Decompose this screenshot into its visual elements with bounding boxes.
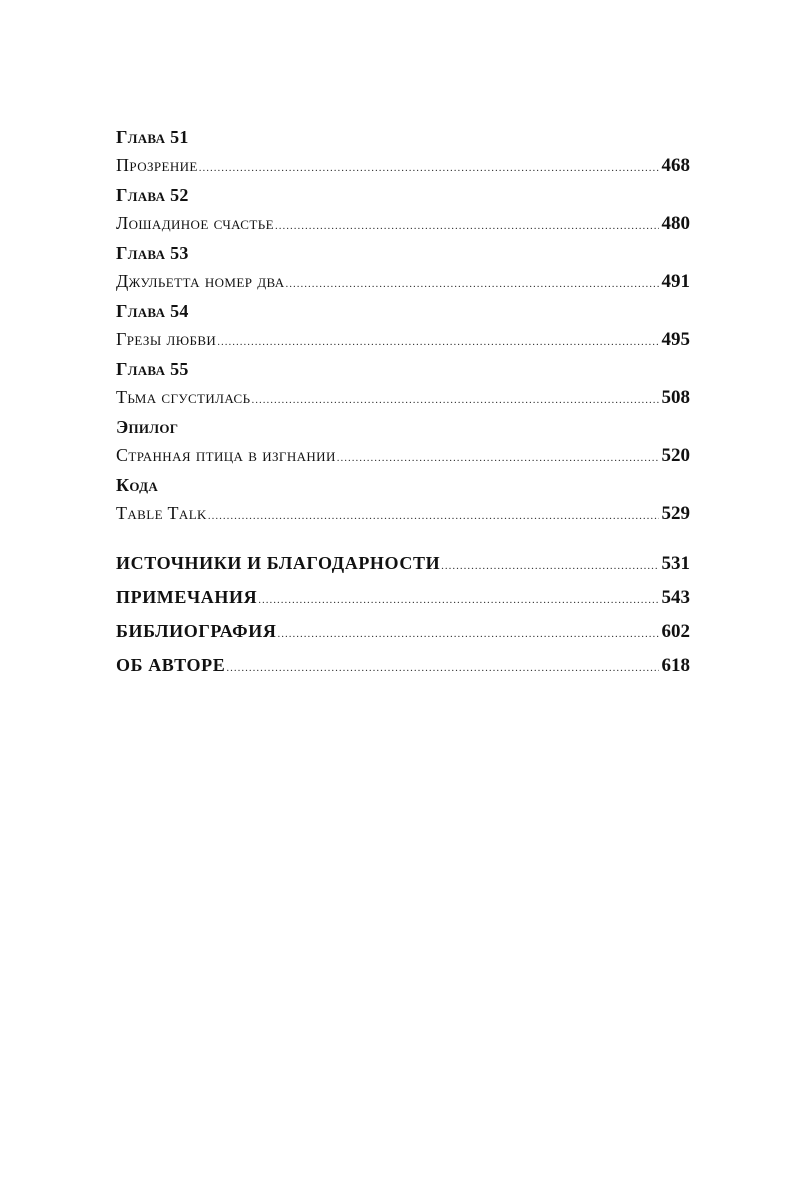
back-matter-entry	[116, 580, 690, 614]
toc-chapter	[116, 298, 690, 356]
chapter-label: Глава 53	[116, 243, 189, 263]
toc-chapter	[116, 356, 690, 414]
chapter-title: Тьма сгустилась	[116, 387, 251, 407]
dot-leader	[275, 212, 659, 240]
chapter-title: Джульетта номер два	[116, 271, 285, 291]
chapter-label: Глава 55	[116, 359, 189, 379]
toc-entry	[116, 499, 690, 527]
back-matter-title: ОБ АВТОРЕ	[116, 655, 226, 675]
back-matter-entry	[116, 648, 690, 682]
toc-entry	[116, 151, 690, 179]
chapter-label: Кода	[116, 475, 159, 495]
page-number: 495	[661, 329, 690, 350]
toc-chapter	[116, 472, 690, 530]
dot-leader	[226, 651, 658, 685]
dot-leader	[217, 328, 658, 356]
page-number: 543	[661, 587, 690, 608]
dot-leader	[199, 154, 659, 182]
toc-entry	[116, 209, 690, 237]
chapter-title: Table Talk	[116, 503, 207, 523]
chapter-label: Эпилог	[116, 417, 179, 437]
page-number: 529	[661, 503, 690, 524]
back-matter-entry	[116, 546, 690, 580]
chapter-title: Грезы любви	[116, 329, 217, 349]
dot-leader	[251, 386, 658, 414]
page-number: 508	[661, 387, 690, 408]
chapter-label: Глава 52	[116, 185, 189, 205]
back-matter-title: БИБЛИОГРАФИЯ	[116, 621, 277, 641]
toc-entry	[116, 267, 690, 295]
table-of-contents	[116, 124, 690, 682]
page-number: 480	[661, 213, 690, 234]
dot-leader	[337, 444, 659, 472]
chapter-title: Лошадиное счастье	[116, 213, 274, 233]
chapter-label: Глава 51	[116, 127, 189, 147]
back-matter	[116, 546, 690, 682]
dot-leader	[258, 583, 658, 617]
dot-leader	[208, 502, 659, 530]
toc-entry	[116, 325, 690, 353]
chapter-label: Глава 54	[116, 301, 189, 321]
page-number: 531	[661, 553, 690, 574]
page-number: 520	[661, 445, 690, 466]
page-number: 602	[661, 621, 690, 642]
toc-chapter	[116, 414, 690, 472]
toc-entry	[116, 383, 690, 411]
dot-leader	[441, 549, 658, 583]
back-matter-entry	[116, 614, 690, 648]
toc-chapter	[116, 124, 690, 182]
back-matter-title: ПРИМЕЧАНИЯ	[116, 587, 258, 607]
chapter-title: Прозрение	[116, 155, 198, 175]
dot-leader	[286, 270, 659, 298]
dot-leader	[277, 617, 658, 651]
page-number: 618	[661, 655, 690, 676]
page-number: 468	[661, 155, 690, 176]
back-matter-title: ИСТОЧНИКИ И БЛАГОДАРНОСТИ	[116, 553, 441, 573]
toc-chapter	[116, 240, 690, 298]
toc-chapter	[116, 182, 690, 240]
page-number: 491	[661, 271, 690, 292]
chapter-title: Странная птица в изгнании	[116, 445, 336, 465]
toc-entry	[116, 441, 690, 469]
